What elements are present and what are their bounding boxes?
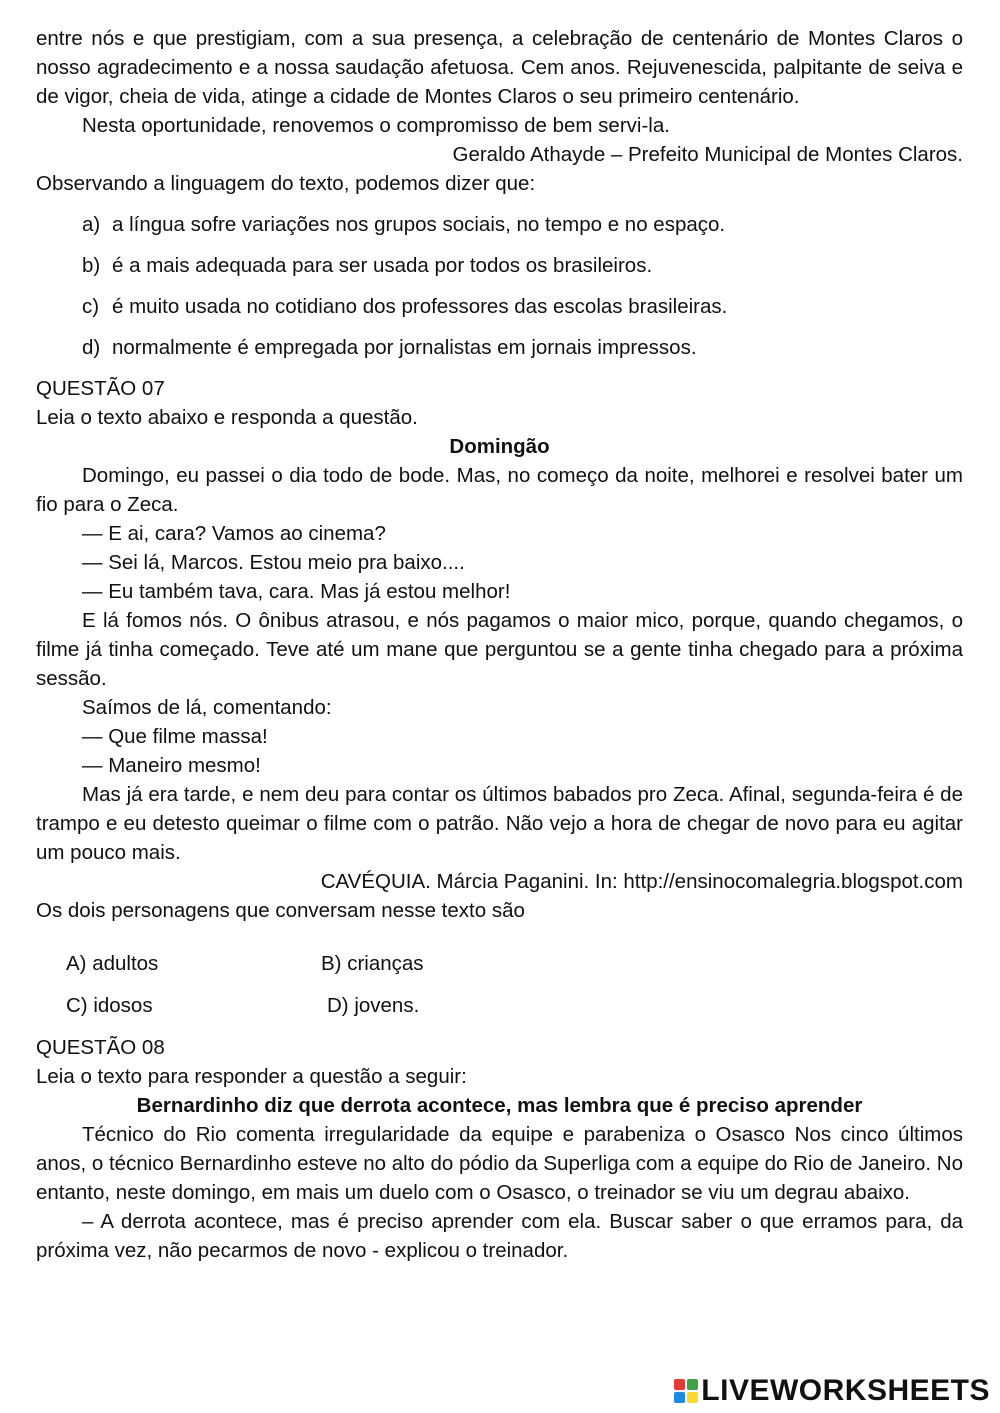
story-paragraph: Domingo, eu passei o dia todo de bode. Mas, no começo da noite, melhorei e resolvei bater um fio para o Zeca. xyxy=(36,464,963,516)
q07-heading: QUESTÃO 07 xyxy=(36,377,165,400)
q07-instruction: Leia o texto abaixo e responda a questão. xyxy=(36,406,418,429)
option-d[interactable] xyxy=(82,333,963,362)
option-text: a língua sofre variações nos grupos sociais, no tempo e no espaço. xyxy=(112,213,726,236)
dialogue-line: — E ai, cara? Vamos ao cinema? xyxy=(82,522,386,545)
dialogue-line: — Que filme massa! xyxy=(82,725,268,748)
dialogue-line: — Maneiro mesmo! xyxy=(82,754,261,777)
worksheet-page xyxy=(36,24,963,1265)
intro-paragraph: Nesta oportunidade, renovemos o compromisso de bem servi-la. xyxy=(82,114,670,137)
option-d[interactable]: D) jovens. xyxy=(327,994,420,1017)
story-paragraph: Saímos de lá, comentando: xyxy=(82,696,332,719)
q07-options xyxy=(66,949,963,1020)
intro-paragraph: entre nós e que prestigiam, com a sua presença, a celebração de centenário de Montes Claros o nosso agradecimento e a nossa saudação afetuosa. Cem anos. Rejuvenescida, palpitante de seiva e de vigor, cheia de vida, atinge a cidade de Montes Claros o seu primeiro centenário. xyxy=(36,27,963,108)
intro-signature: Geraldo Athayde – Prefeito Municipal de Montes Claros. xyxy=(452,143,963,166)
option-label: b) xyxy=(82,254,101,277)
option-label: c) xyxy=(82,295,100,318)
option-c[interactable]: C) idosos xyxy=(66,994,153,1017)
q07-question: Os dois personagens que conversam nesse texto são xyxy=(36,899,525,922)
option-text: é a mais adequada para ser usada por todos os brasileiros. xyxy=(112,254,653,277)
article-paragraph: Técnico do Rio comenta irregularidade da equipe e parabeniza o Osasco Nos cinco últimos anos, o técnico Bernardinho esteve no alto do pódio da Superliga com a equipe do Rio de Janeiro. No entanto, neste domingo, em mais um duelo com o Osasco, o treinador se viu um degrau abaixo. xyxy=(36,1123,963,1204)
option-label: d) xyxy=(82,336,101,359)
story-paragraph: E lá fomos nós. O ônibus atrasou, e nós pagamos o maior mico, porque, quando chegamos, o filme já tinha começado. Teve até um mane que perguntou se a gente tinha chegado para a próxima sessão. xyxy=(36,609,963,690)
q08-heading: QUESTÃO 08 xyxy=(36,1036,165,1059)
dialogue-line: — Eu também tava, cara. Mas já estou melhor! xyxy=(82,580,511,603)
story-paragraph: Mas já era tarde, e nem deu para contar os últimos babados pro Zeca. Afinal, segunda-feira é de trampo e eu detesto queimar o filme com o patrão. Não vejo a hora de chegar de novo para eu agitar um pouco mais. xyxy=(36,783,963,864)
option-c[interactable] xyxy=(82,292,963,321)
q08-title: Bernardinho diz que derrota acontece, mas lembra que é preciso aprender xyxy=(136,1094,863,1117)
article-paragraph: – A derrota acontece, mas é preciso aprender com ela. Buscar saber o que erramos para, da próxima vez, não pecarmos de novo - explicou o treinador. xyxy=(36,1210,963,1262)
option-text: é muito usada no cotidiano dos professores das escolas brasileiras. xyxy=(112,295,728,318)
q07-title: Domingão xyxy=(449,435,550,458)
option-a[interactable]: A) adultos xyxy=(66,952,159,975)
q08-instruction: Leia o texto para responder a questão a seguir: xyxy=(36,1065,467,1088)
dialogue-line: — Sei lá, Marcos. Estou meio pra baixo.... xyxy=(82,551,465,574)
story-source: CAVÉQUIA. Márcia Paganini. In: http://ensinocomalegria.blogspot.com xyxy=(320,870,963,893)
liveworksheets-logo xyxy=(674,1376,990,1405)
q06-question: Observando a linguagem do texto, podemos dizer que: xyxy=(36,172,536,195)
option-b[interactable]: B) crianças xyxy=(321,952,424,975)
logo-text: LIVEWORKSHEETS xyxy=(701,1374,990,1407)
liveworksheets-logo-icon xyxy=(674,1379,698,1403)
option-a[interactable] xyxy=(82,210,963,239)
option-label: a) xyxy=(82,213,101,236)
option-b[interactable] xyxy=(82,251,963,280)
option-text: normalmente é empregada por jornalistas em jornais impressos. xyxy=(112,336,697,359)
q06-options xyxy=(36,210,963,362)
